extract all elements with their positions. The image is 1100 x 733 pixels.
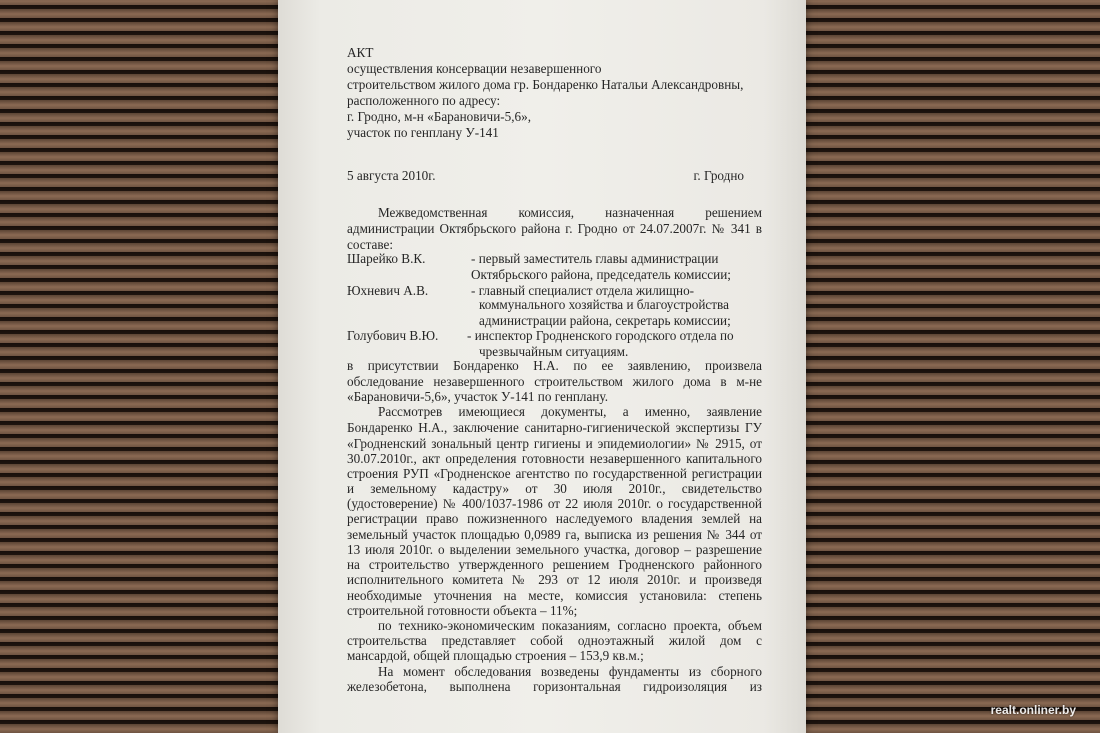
member-role-line: администрации района, секретарь комиссии;: [479, 313, 731, 328]
presence-line: обследование незавершенного строительством жилого дома в м-не: [347, 374, 762, 389]
review-line: строения РУП «Гродненское агентство по государственной регистрации: [347, 466, 762, 481]
member-role-line: Октябрьского района, председатель комиссии;: [471, 267, 731, 282]
doc-title: АКТ: [347, 45, 374, 60]
member-role-line: коммунального хозяйства и благоустройства: [479, 297, 729, 312]
review-line: 13 июля 2010г. о выделении земельного участка, договор – разрешение: [347, 542, 762, 557]
review-line: (удостоверение) № 400/1037-1986 от 22 июля 2010г. о государственной: [347, 496, 762, 511]
wicker-background-left: [0, 0, 278, 733]
member-name: Юхневич А.В.: [347, 283, 429, 298]
review-line: «Гродненский зональный центр гигиены и эпидемиологии» № 2915, от: [347, 436, 762, 451]
review-line: и земельному кадастру» от 30 июля 2010г., свидетельство: [347, 481, 762, 496]
member-role-line: - первый заместитель главы администрации: [471, 251, 719, 266]
survey-line: железобетона, выполнена горизонтальная гидроизоляция из: [347, 679, 762, 694]
doc-subtitle-line: расположенного по адресу:: [347, 93, 501, 108]
review-line: регистрации право пожизненного наследуемого владения землей на: [347, 511, 762, 526]
member-role-line: чрезвычайным ситуациям.: [479, 344, 629, 359]
member-role-line: - главный специалист отдела жилищно-: [471, 283, 695, 298]
member-name: Голубович В.Ю.: [347, 328, 439, 343]
review-line: необходимые уточнения на месте, комиссия установила: степень: [347, 588, 762, 603]
intro-line: составе:: [347, 237, 394, 252]
wicker-background-right: [806, 0, 1100, 733]
intro-line: Межведомственная комиссия, назначенная решением: [378, 205, 762, 220]
review-line: на строительство утвержденного решением Гродненского районного: [347, 557, 762, 572]
member-role-line: - инспектор Гродненского городского отдела по: [467, 328, 734, 343]
review-line: 30.07.2010г., акт определения готовности незавершенного капитального: [347, 451, 762, 466]
tech-line: мансардой, общей площадью строения – 153,9 кв.м.;: [347, 648, 644, 663]
review-line: строительной готовности объекта – 11%;: [347, 603, 578, 618]
doc-subtitle-line: участок по генплану У-141: [347, 125, 499, 140]
tech-line: строительства представляет собой одноэтажный жилой дом с: [347, 633, 762, 648]
member-name: Шарейко В.К.: [347, 251, 426, 266]
intro-line: администрации Октябрьского района г. Гродно от 24.07.2007г. № 341 в: [347, 221, 762, 236]
doc-subtitle-line: г. Гродно, м-н «Барановичи-5,6»,: [347, 109, 532, 124]
site-watermark: realt.onliner.by: [990, 703, 1076, 717]
doc-subtitle-line: осуществления консервации незавершенного: [347, 61, 602, 76]
tech-line: по технико-экономическим показаниям, согласно проекта, объем: [378, 618, 762, 633]
doc-subtitle-line: строительством жилого дома гр. Бондаренко Натальи Александровны,: [347, 77, 744, 92]
presence-line: в присутствии Бондаренко Н.А. по ее заявлению, произвела: [347, 358, 762, 373]
survey-line: На момент обследования возведены фундаменты из сборного: [378, 664, 762, 679]
review-line: Рассмотрев имеющиеся документы, а именно, заявление: [378, 404, 762, 419]
presence-line: «Барановичи-5,6», участок У-141 по генплану.: [347, 389, 608, 404]
review-line: Бондаренко Н.А., заключение санитарно-гигиенической экспертизы ГУ: [347, 420, 762, 435]
review-line: земельный участок площадью 0,0989 га, выписка из решения № 344 от: [347, 527, 762, 542]
doc-date: 5 августа 2010г.: [347, 168, 436, 183]
doc-place: г. Гродно: [693, 168, 744, 183]
review-line: исполнительного комитета № 293 от 12 июля 2010г. и произведя: [347, 572, 762, 587]
